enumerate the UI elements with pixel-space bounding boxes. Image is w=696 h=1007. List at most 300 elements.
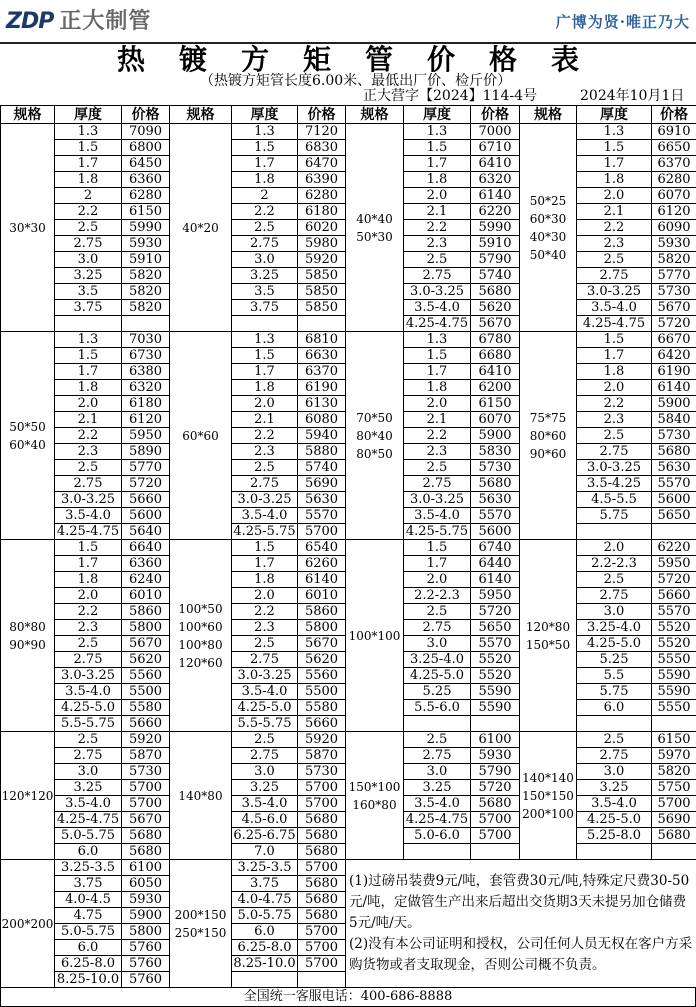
price-cell: 6070 bbox=[652, 188, 696, 204]
price-cell: 5900 bbox=[471, 428, 520, 444]
thickness-cell bbox=[404, 844, 471, 860]
thickness-cell: 3.0 bbox=[404, 636, 471, 652]
thickness-cell: 1.7 bbox=[232, 556, 298, 572]
price-cell: 5590 bbox=[652, 668, 696, 684]
thickness-cell bbox=[577, 716, 652, 732]
table-header bbox=[1, 106, 696, 124]
price-cell: 6630 bbox=[298, 348, 346, 364]
thickness-cell: 3.25 bbox=[55, 268, 122, 284]
thickness-cell: 8.25-10.0 bbox=[55, 972, 122, 988]
price-cell: 5930 bbox=[652, 236, 696, 252]
thickness-cell: 1.7 bbox=[232, 364, 298, 380]
price-cell bbox=[298, 316, 346, 332]
thickness-cell: 2.1 bbox=[404, 412, 471, 428]
thickness-cell: 2.75 bbox=[55, 652, 122, 668]
price-cell: 5820 bbox=[122, 268, 170, 284]
price-cell: 5600 bbox=[122, 508, 170, 524]
thickness-cell: 5.25 bbox=[404, 684, 471, 700]
thickness-cell: 2.3 bbox=[577, 412, 652, 428]
thickness-cell: 1.3 bbox=[404, 124, 471, 140]
thickness-cell: 3.0 bbox=[55, 764, 122, 780]
thickness-cell: 3.5-4.0 bbox=[55, 508, 122, 524]
thickness-cell: 2.3 bbox=[232, 444, 298, 460]
spec-cell bbox=[1, 540, 55, 732]
price-cell: 5950 bbox=[652, 556, 696, 572]
price-table bbox=[0, 105, 696, 988]
thickness-cell: 1.8 bbox=[232, 172, 298, 188]
price-cell: 6670 bbox=[652, 332, 696, 348]
price-cell: 6730 bbox=[122, 348, 170, 364]
thickness-cell: 4.25-5.0 bbox=[55, 700, 122, 716]
table-row bbox=[1, 332, 696, 348]
thickness-cell: 1.5 bbox=[404, 540, 471, 556]
thickness-cell: 6.25-6.75 bbox=[233, 827, 296, 843]
thickness-cell: 3.0 bbox=[232, 252, 298, 268]
thickness-cell: 2.0 bbox=[577, 540, 652, 556]
price-cell: 5550 bbox=[652, 700, 696, 716]
price-cell: 5680 bbox=[471, 284, 520, 300]
thickness-cell: 8.25-10.0 bbox=[233, 955, 296, 971]
thickness-cell: 2.5 bbox=[55, 220, 122, 236]
thickness-cell: 2.0 bbox=[577, 188, 652, 204]
thickness-cell: 2.5 bbox=[232, 460, 298, 476]
thickness-cell: 5.5-5.75 bbox=[232, 716, 298, 732]
thickness-cell: 3.0-3.25 bbox=[404, 492, 471, 508]
thickness-cell: 2.1 bbox=[577, 204, 652, 220]
thickness-cell: 3.25-4.0 bbox=[577, 620, 652, 636]
price-cell: 5700 bbox=[298, 956, 346, 972]
thickness-cell: 3.5-4.0 bbox=[577, 796, 652, 812]
column-header: 规格 bbox=[520, 106, 577, 124]
price-cell: 5720 bbox=[652, 572, 696, 588]
price-cell: 6320 bbox=[471, 172, 520, 188]
price-cell: 5790 bbox=[471, 764, 520, 780]
price-cell: 5820 bbox=[122, 300, 170, 316]
price-cell: 5680 bbox=[298, 828, 346, 844]
spec-label: 120*80 bbox=[525, 619, 571, 634]
price-cell: 5680 bbox=[298, 844, 346, 860]
thickness-cell: 1.8 bbox=[55, 572, 122, 588]
thickness-cell: 2.5 bbox=[232, 220, 298, 236]
price-cell: 6120 bbox=[122, 412, 170, 428]
thickness-cell bbox=[55, 316, 122, 332]
thickness-cell: 3.25 bbox=[404, 780, 471, 796]
thickness-cell: 2.5 bbox=[577, 572, 652, 588]
price-cell: 5680 bbox=[122, 828, 170, 844]
column-header: 厚度 bbox=[404, 106, 471, 124]
thickness-cell: 1.7 bbox=[55, 364, 122, 380]
price-cell: 5910 bbox=[122, 252, 170, 268]
thickness-cell: 1.5 bbox=[577, 332, 652, 348]
thickness-cell: 1.8 bbox=[55, 172, 122, 188]
spec-label: 80*50 bbox=[356, 446, 393, 461]
thickness-cell: 2.5 bbox=[55, 636, 122, 652]
thickness-cell: 4.5-5.5 bbox=[577, 492, 652, 508]
price-cell: 6050 bbox=[122, 876, 170, 892]
price-cell: 5580 bbox=[298, 700, 346, 716]
spec-label: 50*40 bbox=[529, 247, 567, 262]
thickness-cell: 2.0 bbox=[404, 396, 471, 412]
spec-label: 150*150 bbox=[522, 788, 574, 803]
price-cell: 5800 bbox=[298, 620, 346, 636]
price-cell: 5630 bbox=[298, 492, 346, 508]
price-cell: 6200 bbox=[471, 380, 520, 396]
thickness-cell: 2.0 bbox=[55, 588, 122, 604]
logo-text: ZDP bbox=[6, 9, 54, 34]
thickness-cell: 2.2 bbox=[55, 604, 122, 620]
thickness-cell: 2.2-2.3 bbox=[404, 588, 471, 604]
spec-label: 150*100 bbox=[348, 779, 401, 794]
thickness-cell: 4.25-5.0 bbox=[404, 668, 471, 684]
price-cell: 5620 bbox=[122, 652, 170, 668]
thickness-cell: 3.5-4.0 bbox=[55, 796, 122, 812]
spec-label: 160*80 bbox=[352, 797, 397, 812]
price-cell: 5680 bbox=[122, 844, 170, 860]
thickness-cell: 1.7 bbox=[404, 156, 471, 172]
thickness-cell: 1.5 bbox=[55, 140, 122, 156]
thickness-cell: 3.25-4.0 bbox=[404, 652, 471, 668]
thickness-cell: 4.25-4.75 bbox=[55, 812, 122, 828]
price-cell: 5660 bbox=[122, 492, 170, 508]
thickness-cell: 3.5-4.0 bbox=[404, 508, 471, 524]
price-cell: 6150 bbox=[471, 396, 520, 412]
thickness-cell: 2.0 bbox=[404, 572, 471, 588]
thickness-cell: 2.75 bbox=[55, 236, 122, 252]
price-cell: 5600 bbox=[471, 524, 520, 540]
price-cell: 6740 bbox=[471, 540, 520, 556]
thickness-cell: 3.5-4.0 bbox=[232, 796, 298, 812]
thickness-cell: 7.0 bbox=[232, 844, 298, 860]
thickness-cell: 3.5-4.0 bbox=[232, 684, 298, 700]
price-cell: 5730 bbox=[471, 460, 520, 476]
thickness-cell: 1.7 bbox=[577, 348, 652, 364]
spec-cell bbox=[1, 860, 55, 988]
spec-cell bbox=[170, 332, 232, 540]
spec-cell bbox=[1, 332, 55, 540]
price-cell: 5700 bbox=[122, 796, 170, 812]
price-cell: 5870 bbox=[122, 748, 170, 764]
price-cell: 7000 bbox=[471, 124, 520, 140]
price-cell: 6360 bbox=[122, 556, 170, 572]
thickness-cell: 2.5 bbox=[404, 252, 471, 268]
price-cell: 5820 bbox=[652, 252, 696, 268]
price-cell: 6140 bbox=[298, 572, 346, 588]
price-cell: 6440 bbox=[471, 556, 520, 572]
column-header: 规格 bbox=[170, 106, 232, 124]
price-cell: 5850 bbox=[298, 268, 346, 284]
price-cell: 5700 bbox=[298, 780, 346, 796]
column-header: 厚度 bbox=[232, 106, 298, 124]
thickness-cell: 4.25-4.75 bbox=[404, 812, 471, 828]
spec-label: 90*90 bbox=[9, 637, 46, 652]
price-cell: 6150 bbox=[652, 732, 696, 748]
thickness-cell: 3.0-3.25 bbox=[404, 284, 471, 300]
thickness-cell bbox=[232, 972, 298, 988]
thickness-cell: 3.0 bbox=[577, 604, 652, 620]
thickness-cell: 1.5 bbox=[232, 348, 298, 364]
thickness-cell: 3.25 bbox=[232, 268, 298, 284]
price-cell: 6120 bbox=[652, 204, 696, 220]
price-cell: 6470 bbox=[298, 156, 346, 172]
thickness-cell: 6.25-8.0 bbox=[55, 956, 122, 972]
thickness-cell: 2 bbox=[55, 188, 122, 204]
thickness-cell: 3.5-4.25 bbox=[577, 476, 652, 492]
spec-label: 40*40 bbox=[356, 211, 393, 226]
price-cell: 6540 bbox=[298, 540, 346, 556]
spec-cell bbox=[346, 332, 404, 540]
price-cell: 6410 bbox=[471, 156, 520, 172]
price-cell bbox=[652, 844, 696, 860]
thickness-cell: 1.7 bbox=[404, 364, 471, 380]
thickness-cell: 2.2 bbox=[232, 204, 298, 220]
company-logo bbox=[6, 9, 151, 35]
thickness-cell: 6.0 bbox=[55, 940, 122, 956]
thickness-cell: 3.0-3.25 bbox=[577, 284, 652, 300]
price-cell: 5680 bbox=[298, 812, 346, 828]
column-header: 规格 bbox=[346, 106, 404, 124]
price-cell: 6180 bbox=[122, 396, 170, 412]
price-cell: 6130 bbox=[298, 396, 346, 412]
price-cell: 5670 bbox=[122, 636, 170, 652]
price-cell: 6360 bbox=[122, 172, 170, 188]
thickness-cell: 1.5 bbox=[577, 140, 652, 156]
spec-cell bbox=[520, 540, 577, 732]
thickness-cell: 2.3 bbox=[404, 444, 471, 460]
service-hotline: 全国统一客服电话：400-686-8888 bbox=[0, 987, 696, 1007]
price-cell: 5700 bbox=[471, 812, 520, 828]
price-cell: 6010 bbox=[298, 588, 346, 604]
price-cell: 5930 bbox=[471, 748, 520, 764]
thickness-cell: 2.2 bbox=[577, 220, 652, 236]
price-cell: 5730 bbox=[298, 764, 346, 780]
price-cell: 5900 bbox=[122, 908, 170, 924]
price-cell: 5760 bbox=[122, 956, 170, 972]
thickness-cell: 2.2 bbox=[232, 428, 298, 444]
price-cell: 5730 bbox=[652, 284, 696, 300]
thickness-cell bbox=[404, 716, 471, 732]
price-cell: 5680 bbox=[652, 828, 696, 844]
price-cell: 5550 bbox=[652, 652, 696, 668]
thickness-cell: 1.8 bbox=[232, 380, 298, 396]
thickness-cell: 2.75 bbox=[232, 236, 298, 252]
price-cell: 6650 bbox=[652, 140, 696, 156]
price-cell: 5740 bbox=[298, 460, 346, 476]
thickness-cell: 2.5 bbox=[55, 732, 122, 748]
thickness-cell: 3.75 bbox=[55, 300, 122, 316]
price-cell: 5950 bbox=[122, 428, 170, 444]
thickness-cell: 1.8 bbox=[232, 572, 298, 588]
document-number: 正大营字【2024】114-4号 bbox=[363, 88, 537, 104]
price-cell: 5930 bbox=[122, 236, 170, 252]
thickness-cell: 2.75 bbox=[577, 748, 652, 764]
price-cell: 5930 bbox=[122, 892, 170, 908]
price-cell: 5680 bbox=[298, 876, 346, 892]
price-cell: 5670 bbox=[471, 316, 520, 332]
thickness-cell: 1.5 bbox=[232, 140, 298, 156]
price-cell bbox=[471, 716, 520, 732]
thickness-cell: 2.75 bbox=[404, 268, 471, 284]
thickness-cell: 3.25 bbox=[232, 780, 298, 796]
thickness-cell: 3.5-4.0 bbox=[232, 508, 298, 524]
price-cell: 5800 bbox=[122, 620, 170, 636]
thickness-cell: 3.75 bbox=[232, 300, 298, 316]
thickness-cell: 2.1 bbox=[232, 412, 298, 428]
price-cell bbox=[298, 972, 346, 988]
spec-label: 40*30 bbox=[529, 229, 567, 244]
price-cell: 6150 bbox=[122, 204, 170, 220]
price-cell: 5720 bbox=[122, 476, 170, 492]
price-cell: 5680 bbox=[652, 444, 696, 460]
price-cell: 5670 bbox=[298, 636, 346, 652]
price-cell: 5840 bbox=[652, 412, 696, 428]
thickness-cell: 4.25-4.75 bbox=[577, 316, 652, 332]
column-header: 厚度 bbox=[55, 106, 122, 124]
spec-cell bbox=[346, 540, 404, 732]
thickness-cell: 2.1 bbox=[404, 204, 471, 220]
price-cell: 5640 bbox=[122, 524, 170, 540]
thickness-cell: 5.0-6.0 bbox=[404, 828, 471, 844]
thickness-cell: 2.0 bbox=[232, 396, 298, 412]
price-cell: 5680 bbox=[298, 908, 346, 924]
price-cell: 6910 bbox=[652, 124, 696, 140]
thickness-cell: 3.25-3.5 bbox=[55, 860, 122, 876]
slogan: 广博为贤·唯正乃大 bbox=[555, 13, 690, 31]
price-cell: 5700 bbox=[652, 796, 696, 812]
thickness-cell: 3.0-3.25 bbox=[232, 668, 298, 684]
price-cell: 5520 bbox=[471, 652, 520, 668]
thickness-cell: 1.5 bbox=[55, 348, 122, 364]
thickness-cell: 2.2 bbox=[404, 428, 471, 444]
spec-label: 60*30 bbox=[529, 211, 567, 226]
price-cell: 6220 bbox=[471, 204, 520, 220]
spec-label: 50*25 bbox=[529, 193, 567, 208]
price-cell: 5870 bbox=[298, 748, 346, 764]
thickness-cell: 2.75 bbox=[404, 620, 471, 636]
thickness-cell: 5.5 bbox=[577, 668, 652, 684]
price-cell bbox=[471, 844, 520, 860]
thickness-cell: 5.0-5.75 bbox=[232, 908, 298, 924]
price-cell: 5920 bbox=[298, 732, 346, 748]
price-cell: 6780 bbox=[471, 332, 520, 348]
spec-label: 120*60 bbox=[178, 655, 223, 670]
price-cell: 5650 bbox=[652, 508, 696, 524]
thickness-cell: 3.5 bbox=[55, 284, 122, 300]
price-cell: 5680 bbox=[471, 476, 520, 492]
thickness-cell: 2 bbox=[232, 188, 298, 204]
price-cell: 6710 bbox=[471, 140, 520, 156]
price-cell: 6070 bbox=[471, 412, 520, 428]
thickness-cell: 6.0 bbox=[577, 700, 652, 716]
thickness-cell bbox=[577, 844, 652, 860]
price-cell: 6390 bbox=[298, 172, 346, 188]
thickness-cell: 4.25-5.75 bbox=[404, 524, 471, 540]
thickness-cell bbox=[232, 316, 298, 332]
thickness-cell: 2.3 bbox=[232, 620, 298, 636]
price-cell: 5680 bbox=[298, 892, 346, 908]
thickness-cell: 2.3 bbox=[55, 620, 122, 636]
price-cell: 6680 bbox=[471, 348, 520, 364]
thickness-cell: 2.5 bbox=[577, 252, 652, 268]
price-cell: 5570 bbox=[471, 508, 520, 524]
thickness-cell: 2.5 bbox=[577, 428, 652, 444]
price-cell: 5950 bbox=[471, 588, 520, 604]
price-cell: 5570 bbox=[652, 476, 696, 492]
spec-cell bbox=[520, 732, 577, 860]
price-cell: 5720 bbox=[471, 604, 520, 620]
price-cell: 5670 bbox=[652, 300, 696, 316]
thickness-cell: 3.0 bbox=[55, 252, 122, 268]
thickness-cell: 3.5-4.0 bbox=[55, 684, 122, 700]
spec-label: 100*50 bbox=[178, 601, 223, 616]
spec-label: 30*30 bbox=[9, 220, 46, 235]
table-row bbox=[1, 540, 696, 556]
price-cell: 5500 bbox=[298, 684, 346, 700]
spec-cell bbox=[170, 540, 232, 732]
spec-label: 150*50 bbox=[525, 637, 571, 652]
thickness-cell: 4.25-5.0 bbox=[577, 812, 652, 828]
spec-label: 80*60 bbox=[529, 428, 567, 443]
thickness-cell: 4.0-4.5 bbox=[55, 892, 122, 908]
price-cell: 6010 bbox=[122, 588, 170, 604]
thickness-cell: 1.3 bbox=[404, 332, 471, 348]
price-cell: 6280 bbox=[122, 188, 170, 204]
price-cell: 5800 bbox=[122, 924, 170, 940]
thickness-cell: 1.8 bbox=[577, 172, 652, 188]
thickness-cell: 2.0 bbox=[577, 380, 652, 396]
thickness-cell: 1.5 bbox=[55, 540, 122, 556]
thickness-cell: 1.8 bbox=[55, 380, 122, 396]
price-cell: 6100 bbox=[122, 860, 170, 876]
thickness-cell: 1.8 bbox=[404, 172, 471, 188]
table-row bbox=[1, 860, 696, 876]
price-cell: 5720 bbox=[652, 316, 696, 332]
column-header: 价格 bbox=[471, 106, 520, 124]
price-cell: 5630 bbox=[471, 492, 520, 508]
spec-cell bbox=[346, 124, 404, 332]
price-cell: 5730 bbox=[122, 764, 170, 780]
price-cell: 6140 bbox=[471, 572, 520, 588]
thickness-cell: 5.5-6.0 bbox=[404, 700, 471, 716]
price-cell: 6450 bbox=[122, 156, 170, 172]
thickness-cell: 4.25-5.0 bbox=[577, 636, 652, 652]
thickness-cell: 1.3 bbox=[232, 124, 298, 140]
price-cell: 5680 bbox=[471, 796, 520, 812]
price-cell: 5600 bbox=[652, 492, 696, 508]
price-cell: 5700 bbox=[298, 860, 346, 876]
spec-label: 200*150 bbox=[174, 907, 227, 922]
price-cell: 5770 bbox=[652, 268, 696, 284]
thickness-cell: 3.0 bbox=[577, 764, 652, 780]
price-cell: 6140 bbox=[471, 188, 520, 204]
thickness-cell: 2.75 bbox=[55, 748, 122, 764]
thickness-cell: 5.75 bbox=[577, 508, 652, 524]
thickness-cell: 2.0 bbox=[55, 396, 122, 412]
price-cell: 5920 bbox=[298, 252, 346, 268]
thickness-cell bbox=[577, 524, 652, 540]
spec-cell bbox=[520, 332, 577, 540]
price-cell: 5690 bbox=[652, 812, 696, 828]
price-cell: 6830 bbox=[298, 140, 346, 156]
spec-label: 80*80 bbox=[9, 619, 46, 634]
thickness-cell: 2.3 bbox=[577, 236, 652, 252]
price-cell: 5620 bbox=[471, 300, 520, 316]
price-cell: 6190 bbox=[298, 380, 346, 396]
thickness-cell: 2.75 bbox=[577, 268, 652, 284]
thickness-cell: 1.8 bbox=[577, 364, 652, 380]
price-cell: 5760 bbox=[122, 940, 170, 956]
price-cell: 5660 bbox=[652, 588, 696, 604]
thickness-cell: 5.5-5.75 bbox=[55, 716, 122, 732]
